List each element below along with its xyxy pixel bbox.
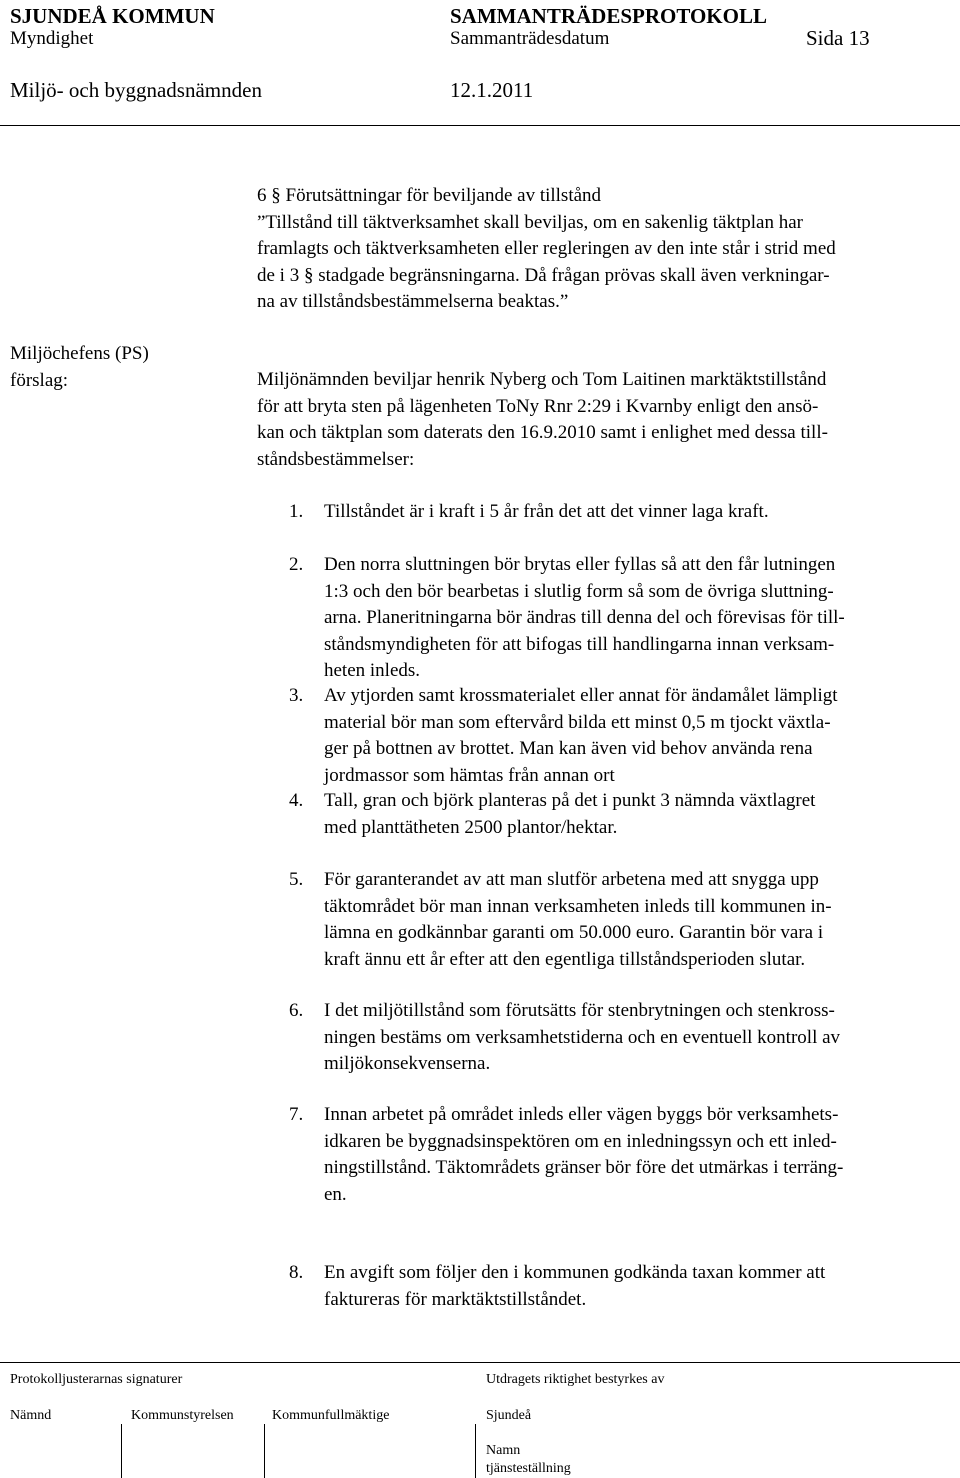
signatures-label: Protokolljusterarnas signaturer — [10, 1372, 183, 1387]
signature-divider — [121, 1424, 122, 1478]
section-6-line: ”Tillstånd till täktverksamhet skall beviljas, om en sakenlig täktplan har — [257, 211, 803, 233]
signature-divider — [475, 1424, 476, 1478]
footer-divider — [0, 1362, 960, 1363]
proposal-text — [257, 367, 957, 473]
section-6-line: framlagts och täktverksamheten eller regleringen av den inte står i strid med — [257, 238, 836, 260]
condition-line: ståndsmyndigheten för att bifogas till handlingarna innan verksam- — [324, 633, 835, 655]
section-6-line: de i 3 § stadgade begränsningarna. Då frågan prövas skall även verkningar- — [257, 264, 830, 286]
condition-line: ger på bottnen av brottet. Man kan även vid behov använda rena — [324, 738, 813, 760]
signature-divider — [264, 1424, 265, 1478]
proposal-line: Miljönämnden beviljar henrik Nyberg och Tom Laitinen marktäktstillstånd — [257, 369, 827, 390]
condition-number: 4. — [289, 790, 304, 811]
condition-line: ningstillstånd. Täktområdets gränser bör före det utmärkas i terräng- — [324, 1157, 844, 1179]
condition-line: I det miljötillstånd som förutsätts för stenbrytningen och stenkross- — [324, 1000, 835, 1021]
doc-type: SAMMANTRÄDESPROTOKOLL — [450, 4, 767, 28]
proposal-line: ståndsbestämmelser: — [257, 448, 415, 470]
column-kommunstyrelsen: Kommunstyrelsen — [131, 1408, 234, 1423]
condition-line: Innan arbetet på området inleds eller vägen byggs bör verksamhets- — [324, 1104, 839, 1125]
condition-number: 5. — [289, 869, 304, 890]
condition-line: Tillståndet är i kraft i 5 år från det att det vinner laga kraft. — [324, 501, 769, 522]
condition-number: 3. — [289, 685, 304, 706]
section-6-line: na av tillståndsbestämmelserna beaktas.” — [257, 291, 569, 313]
condition-line: För garanterandet av att man slutför arbetena med att snygga upp — [324, 869, 819, 890]
authority-label: Myndighet — [10, 28, 94, 49]
condition-line: heten inleds. — [324, 660, 421, 682]
condition-line: 1:3 och den bör bearbetas i slutlig form så som de övriga sluttning- — [324, 580, 834, 602]
proposal-line: kan och täktplan som daterats den 16.9.2010 samt i enlighet med dessa till- — [257, 422, 828, 444]
column-kommunfullmaktige: Kommunfullmäktige — [272, 1408, 390, 1423]
condition-line: miljökonsekvenserna. — [324, 1053, 491, 1075]
condition-line: arna. Planeritningarna bör ändras till denna del och förevisas för till- — [324, 607, 845, 629]
footer-name-label: Namn — [486, 1443, 521, 1458]
section-6-line: 6 § Förutsättningar för beviljande av tillstånd — [257, 185, 602, 206]
proposal-label — [10, 341, 149, 394]
condition-number: 8. — [289, 1262, 304, 1283]
section-6-text — [257, 183, 957, 316]
proposal-label-line: förslag: — [10, 369, 69, 391]
condition-line: ningen bestäms om verksamhetstiderna och en eventuell kontroll av — [324, 1026, 841, 1048]
org-name: SJUNDEÅ KOMMUN — [10, 4, 215, 28]
certified-label: Utdragets riktighet bestyrkes av — [486, 1372, 665, 1387]
date-label: Sammanträdesdatum — [450, 28, 610, 49]
condition-line: Tall, gran och björk planteras på det i punkt 3 nämnda växtlagret — [324, 790, 816, 811]
footer-position-label: tjänsteställning — [486, 1461, 571, 1476]
condition-line: material bör man som eftervård bilda ett minst 0,5 m tjockt växtla- — [324, 711, 831, 733]
condition-line: Av ytjorden samt krossmaterialet eller annat för ändamålet lämpligt — [324, 685, 838, 706]
footer-place: Sjundeå — [486, 1408, 532, 1423]
condition-line: idkaren be byggnadsinspektören om en inledningssyn och ett inled- — [324, 1130, 837, 1152]
proposal-line: för att bryta sten på lägenheten ToNy Rnr 2:29 i Kvarnby enligt den ansö- — [257, 395, 819, 417]
condition-line: täktområdet bör man innan verksamheten inleds till kommunen in- — [324, 895, 832, 917]
authority-name: Miljö- och byggnadsnämnden — [10, 78, 262, 102]
header-divider — [0, 125, 960, 126]
condition-line: med planttätheten 2500 plantor/hektar. — [324, 816, 618, 838]
condition-line: kraft ännu ett år efter att den egentliga tillståndsperioden slutar. — [324, 948, 806, 970]
condition-line: lämna en godkännbar garanti om 50.000 euro. Garantin bör vara i — [324, 922, 824, 944]
condition-number: 1. — [289, 501, 304, 522]
condition-number: 7. — [289, 1104, 304, 1125]
column-namnd: Nämnd — [10, 1408, 52, 1423]
meeting-date: 12.1.2011 — [450, 78, 534, 102]
condition-line: faktureras för marktäktstillståndet. — [324, 1288, 587, 1310]
proposal-label-line: Miljöchefens (PS) — [10, 343, 149, 364]
condition-number: 6. — [289, 1000, 304, 1021]
condition-line: En avgift som följer den i kommunen godkända taxan kommer att — [324, 1262, 826, 1283]
condition-number: 2. — [289, 554, 304, 575]
condition-line: jordmassor som hämtas från annan ort — [324, 764, 615, 786]
condition-line: en. — [324, 1183, 347, 1205]
page-number: Sida 13 — [806, 26, 870, 50]
condition-line: Den norra sluttningen bör brytas eller fyllas så att den får lutningen — [324, 554, 836, 575]
